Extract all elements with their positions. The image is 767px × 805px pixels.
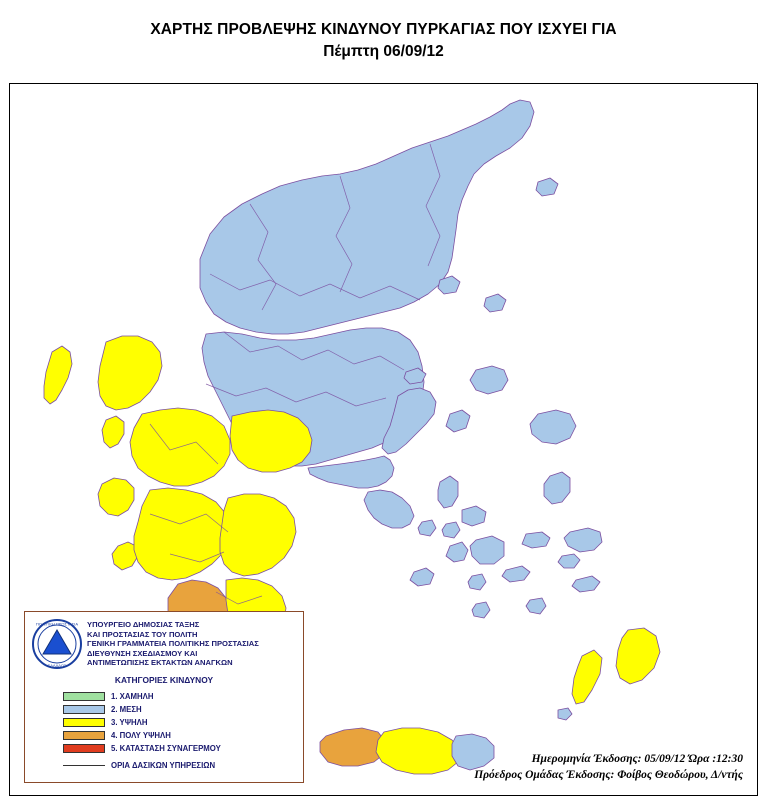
authority-line-3: ΓΕΝΙΚΗ ΓΡΑΜΜΑΤΕΙΑ ΠΟΛΙΤΙΚΗΣ ΠΡΟΣΤΑΣΙΑΣ (87, 639, 259, 649)
legend-label-alert: 5. ΚΑΤΑΣΤΑΣΗ ΣΥΝΑΓΕΡΜΟΥ (111, 744, 221, 753)
page-title (0, 20, 767, 62)
region-lesvos-island (530, 410, 576, 444)
region-ios-island (468, 574, 486, 590)
region-achaia-ilia-high (134, 488, 230, 580)
region-samothraki-island (484, 294, 506, 312)
issue-credits (474, 751, 743, 783)
legend-item-medium (63, 703, 303, 716)
region-kefalonia-island (98, 478, 134, 516)
legend-item-very-high (63, 729, 303, 742)
region-limnos-island (470, 366, 508, 394)
region-amorgos-island (502, 566, 530, 582)
authority-line-4: ΔΙΕΥΘΥΝΣΗ ΣΧΕΔΙΑΣΜΟΥ ΚΑΙ (87, 648, 198, 658)
region-chania-very-high (320, 728, 386, 766)
region-milos-island (410, 568, 434, 586)
legend-authority-text (87, 620, 299, 668)
region-santorini-island (472, 602, 490, 618)
map-frame (9, 83, 758, 796)
region-andros-island (438, 476, 458, 508)
legend-label-boundary: ΟΡΙΑ ΔΑΣΙΚΩΝ ΥΠΗΡΕΣΙΩΝ (111, 760, 216, 770)
region-naxos-island (470, 536, 504, 564)
region-chios-island (544, 472, 570, 504)
swatch-high (63, 718, 105, 727)
region-kalymnos-island (558, 554, 580, 568)
svg-text:ΕΛΛΑΔΟΣ: ΕΛΛΑΔΟΣ (47, 663, 67, 668)
region-thesprotia-preveza (98, 336, 162, 410)
issue-chairman: Πρόεδρος Ομάδας Έκδοσης: Φοίβος Θεοδώρου, Δ/ντής (474, 769, 743, 781)
region-kasos-island (558, 708, 572, 720)
swatch-alert (63, 744, 105, 753)
region-skyros-island (446, 410, 470, 432)
legend-item-high (63, 716, 303, 729)
region-lefkada-island (102, 416, 124, 448)
legend-categories-title: ΚΑΤΗΓΟΡΙΕΣ ΚΙΝΔΥΝΟΥ (114, 675, 214, 685)
legend-label-medium: 2. ΜΕΣΗ (111, 705, 142, 714)
svg-text:ΠΟΛΙΤΙΚΗ ΠΡΟΣΤΑΣΙΑ: ΠΟΛΙΤΙΚΗ ΠΡΟΣΤΑΣΙΑ (35, 621, 79, 627)
region-rhodes-island (616, 628, 660, 684)
legend-label-very-high: 4. ΠΟΛΥ ΥΨΗΛΗ (111, 731, 171, 740)
region-rethymno-heraklion-high (376, 728, 460, 774)
legend-item-alert (63, 742, 303, 755)
swatch-medium (63, 705, 105, 714)
region-kos-island (572, 576, 600, 592)
title-line-2: Πέμπτη 06/09/12 (323, 43, 444, 60)
boundary-line-icon (63, 765, 105, 766)
legend-box (24, 611, 304, 783)
region-syros-island (442, 522, 460, 538)
legend-header (25, 612, 303, 674)
region-karpathos-island (572, 650, 602, 704)
region-kea-kythnos (418, 520, 436, 536)
issue-date-time: Ημερομηνία Έκδοσης: 05/09/12 Ώρα :12:30 (531, 753, 743, 765)
region-ikaria-island (522, 532, 550, 548)
region-attica-peninsula (364, 490, 414, 528)
legend-label-low: 1. ΧΑΜΗΛΗ (111, 692, 154, 701)
title-line-1: ΧΑΡΤΗΣ ΠΡΟΒΛΕΨΗΣ ΚΙΝΔΥΝΟΥ ΠΥΡΚΑΓΙΑΣ ΠΟΥ ΙΣΧΥΕΙ ΓΙΑ (150, 21, 617, 38)
legend-category-list (63, 690, 303, 772)
legend-label-high: 3. ΥΨΗΛΗ (111, 718, 148, 727)
region-samos-island (564, 528, 602, 552)
authority-line-2: ΚΑΙ ΠΡΟΣΤΑΣΙΑΣ ΤΟΥ ΠΟΛΙΤΗ (87, 629, 198, 639)
region-mainland-small-north (536, 178, 558, 196)
authority-line-1: ΥΠΟΥΡΓΕΙΟ ΔΗΜΟΣΙΑΣ ΤΑΞΗΣ (87, 620, 200, 629)
region-corfu-island (44, 346, 72, 404)
swatch-low (63, 692, 105, 701)
region-fokida-viotia-west (230, 410, 312, 472)
civil-protection-logo-icon (31, 618, 83, 670)
region-astypalaia-island (526, 598, 546, 614)
authority-line-5: ΑΝΤΙΜΕΤΩΠΙΣΗΣ ΕΚΤΑΚΤΩΝ ΑΝΑΓΚΩΝ (87, 658, 233, 668)
legend-item-low (63, 690, 303, 703)
swatch-very-high (63, 731, 105, 740)
region-macedonia-thrace (200, 100, 534, 334)
region-arkadia-korinthia (220, 494, 296, 576)
legend-item-boundary (63, 758, 303, 772)
region-paros-island (446, 542, 468, 562)
region-tinos-mykonos (462, 506, 486, 526)
